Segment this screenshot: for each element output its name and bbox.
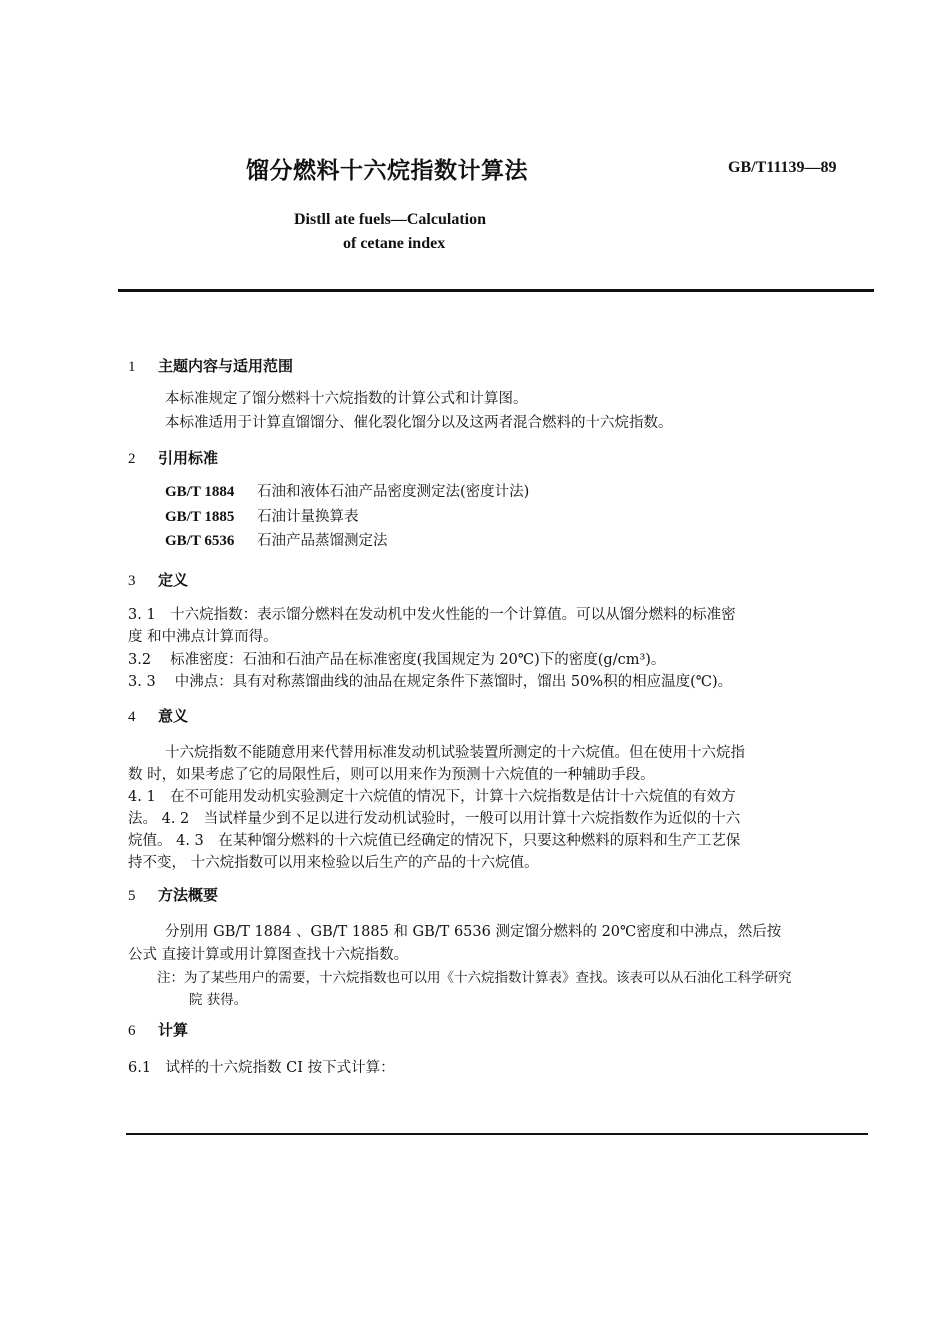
reference-title: 石油产品蒸馏测定法 [257, 533, 388, 549]
section-number: 2 [128, 451, 136, 467]
paragraph-line: 十六烷指数不能随意用来代替用标准发动机试验装置所测定的十六烷值。但在使用十六烷指 [165, 745, 745, 761]
reference-item [165, 529, 388, 550]
note-line: 注：为了某些用户的需要，十六烷指数也可以用《十六烷指数计算表》查找。该表可以从石油化工科学研究 [157, 970, 792, 986]
section-title: 引用标准 [158, 449, 219, 467]
reference-title: 石油计量换算表 [257, 509, 359, 525]
reference-code: GB/T 1885 [165, 509, 235, 525]
paragraph-line: 烷值。 4. 3 在某种馏分燃料的十六烷值已经确定的情况下，只要这种燃料的原料和生产工艺保 [128, 833, 741, 849]
footer-divider [126, 1133, 868, 1135]
reference-title: 石油和液体石油产品密度测定法(密度计法) [257, 484, 530, 500]
section-6-heading [128, 1019, 188, 1040]
document-title: 馏分燃料十六烷指数计算法 [246, 158, 528, 184]
section-title: 计算 [158, 1021, 189, 1039]
english-title-line-2: of cetane index [343, 235, 446, 252]
section-title: 主题内容与适用范围 [158, 357, 294, 375]
paragraph-line: 公式 直接计算或用计算图查找十六烷指数。 [128, 947, 409, 963]
paragraph: 本标准规定了馏分燃料十六烷指数的计算公式和计算图。 [165, 391, 528, 407]
definition-line: 度 和中沸点计算而得。 [128, 629, 278, 645]
english-title-line-1: Distll ate fuels—Calculation [294, 211, 486, 228]
header-divider [118, 289, 874, 292]
paragraph-line: 6.1 试样的十六烷指数 CI 按下式计算： [128, 1060, 395, 1076]
paragraph-line: 持不变， 十六烷指数可以用来检验以后生产的产品的十六烷值。 [128, 855, 539, 871]
paragraph-line: 法。 4. 2 当试样量少到不足以进行发动机试验时，一般可以用计算十六烷指数作为近似的十六 [128, 811, 741, 827]
section-3-heading [128, 569, 188, 590]
section-number: 6 [128, 1023, 136, 1039]
reference-item [165, 505, 359, 526]
reference-item [165, 480, 529, 501]
section-title: 意义 [158, 707, 189, 725]
section-5-heading [128, 884, 218, 905]
reference-code: GB/T 1884 [165, 484, 235, 500]
section-number: 5 [128, 888, 136, 904]
section-2-heading [128, 447, 218, 468]
section-title: 方法概要 [158, 886, 219, 904]
definition-line: 3. 3 中沸点：具有对称蒸馏曲线的油品在规定条件下蒸馏时，馏出 50%积的相应温度(℃)。 [128, 674, 733, 690]
section-title: 定义 [158, 571, 189, 589]
definition-line: 3.2 标准密度：石油和石油产品在标准密度(我国规定为 20℃)下的密度(g/cm³)。 [128, 652, 666, 668]
paragraph-line: 数 时，如果考虑了它的局限性后，则可以用来作为预测十六烷值的一种辅助手段。 [128, 767, 655, 783]
section-number: 1 [128, 359, 136, 375]
section-1-heading [128, 355, 293, 376]
paragraph-line: 4. 1 在不可能用发动机实验测定十六烷值的情况下，计算十六烷指数是估计十六烷值的有效方 [128, 789, 736, 805]
paragraph: 本标准适用于计算直馏馏分、催化裂化馏分以及这两者混合燃料的十六烷指数。 [165, 415, 673, 431]
reference-code: GB/T 6536 [165, 533, 235, 549]
paragraph-line: 分别用 GB/T 1884 、GB/T 1885 和 GB/T 6536 测定馏分燃料的 20℃密度和中沸点，然后按 [165, 924, 782, 940]
definition-line: 3. 1 十六烷指数：表示馏分燃料在发动机中发火性能的一个计算值。可以从馏分燃料的标准密 [128, 607, 736, 623]
section-number: 4 [128, 709, 136, 725]
section-number: 3 [128, 573, 136, 589]
note-line: 院 获得。 [189, 992, 248, 1008]
section-4-heading [128, 705, 188, 726]
standard-number: GB/T11139—89 [728, 159, 837, 176]
